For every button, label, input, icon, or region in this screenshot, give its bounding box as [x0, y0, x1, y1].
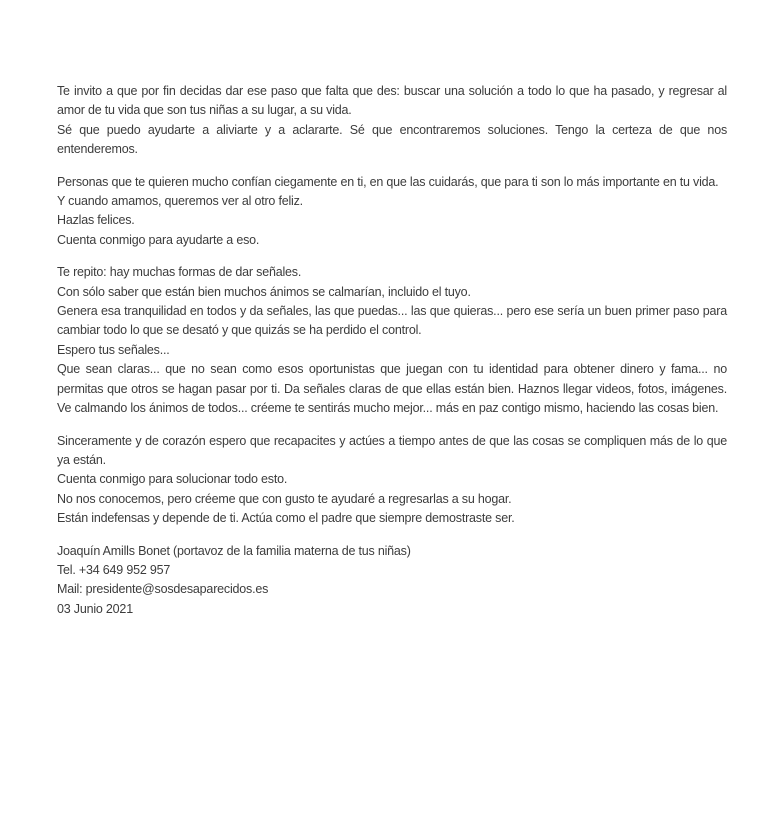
signature-name: Joaquín Amills Bonet (portavoz de la familia materna de tus niñas) — [57, 543, 411, 558]
letter-line: Sinceramente y de corazón espero que recapacites y actúes a tiempo antes de que las cosas se compliquen más de lo que ya están. — [57, 433, 727, 467]
paragraph-invitation — [57, 82, 727, 160]
letter-line: Te repito: hay muchas formas de dar señales. — [57, 265, 302, 280]
letter-line: Cuenta conmigo para solucionar todo esto. — [57, 472, 288, 487]
letter-line: Espero tus señales... — [57, 342, 170, 357]
paragraph-signals — [57, 263, 727, 418]
letter-line: Cuenta conmigo para ayudarte a eso. — [57, 232, 260, 247]
paragraph-closing — [57, 432, 727, 529]
letter-line: No nos conocemos, pero créeme que con gusto te ayudaré a regresarlas a su hogar. — [57, 491, 512, 506]
letter-line: Sé que puedo ayudarte a aliviarte y a aclararte. Sé que encontraremos soluciones. Tengo la certeza de que nos entenderemos. — [57, 122, 727, 157]
signature-phone: Tel. +34 649 952 957 — [57, 562, 171, 577]
signature-date: 03 Junio 2021 — [57, 601, 133, 616]
letter-line: Genera esa tranquilidad en todos y da señales, las que puedas... las que quieras... pero ese sería un buen primer paso para cambiar todo lo que se desató y que quizás se ha perdido el control. — [57, 304, 727, 338]
letter-line: Con sólo saber que están bien muchos ánimos se calmarían, incluido el tuyo. — [57, 284, 471, 299]
letter-line: Que sean claras... que no sean como esos oportunistas que juegan con tu identidad para obtener dinero y fama... no permitas que otros se hagan pasar por ti. Da señales claras de que ellas están bien. Haznos llegar videos, fotos, imágenes. Ve calmando los ánimos de todos... créeme te sentirás mucho mejor... más en paz contigo mismo, haciendo las cosas bien. — [57, 362, 727, 416]
letter-line: Están indefensas y depende de ti. Actúa como el padre que siempre demostraste ser. — [57, 511, 515, 526]
signature-email: Mail: presidente@sosdesaparecidos.es — [57, 582, 269, 597]
letter-body — [57, 82, 727, 619]
signature-block — [57, 542, 727, 620]
letter-line: Y cuando amamos, queremos ver al otro feliz. — [57, 194, 303, 209]
letter-line: Hazlas felices. — [57, 213, 135, 228]
letter-line: Personas que te quieren mucho confían ciegamente en ti, en que las cuidarás, que para ti son lo más importante en tu vida. — [57, 174, 719, 189]
paragraph-trust — [57, 173, 727, 251]
letter-line: Te invito a que por fin decidas dar ese paso que falta que des: buscar una solución a todo lo que ha pasado, y regresar al amor de tu vida que son tus niñas a su lugar, a su vida. — [57, 84, 727, 118]
